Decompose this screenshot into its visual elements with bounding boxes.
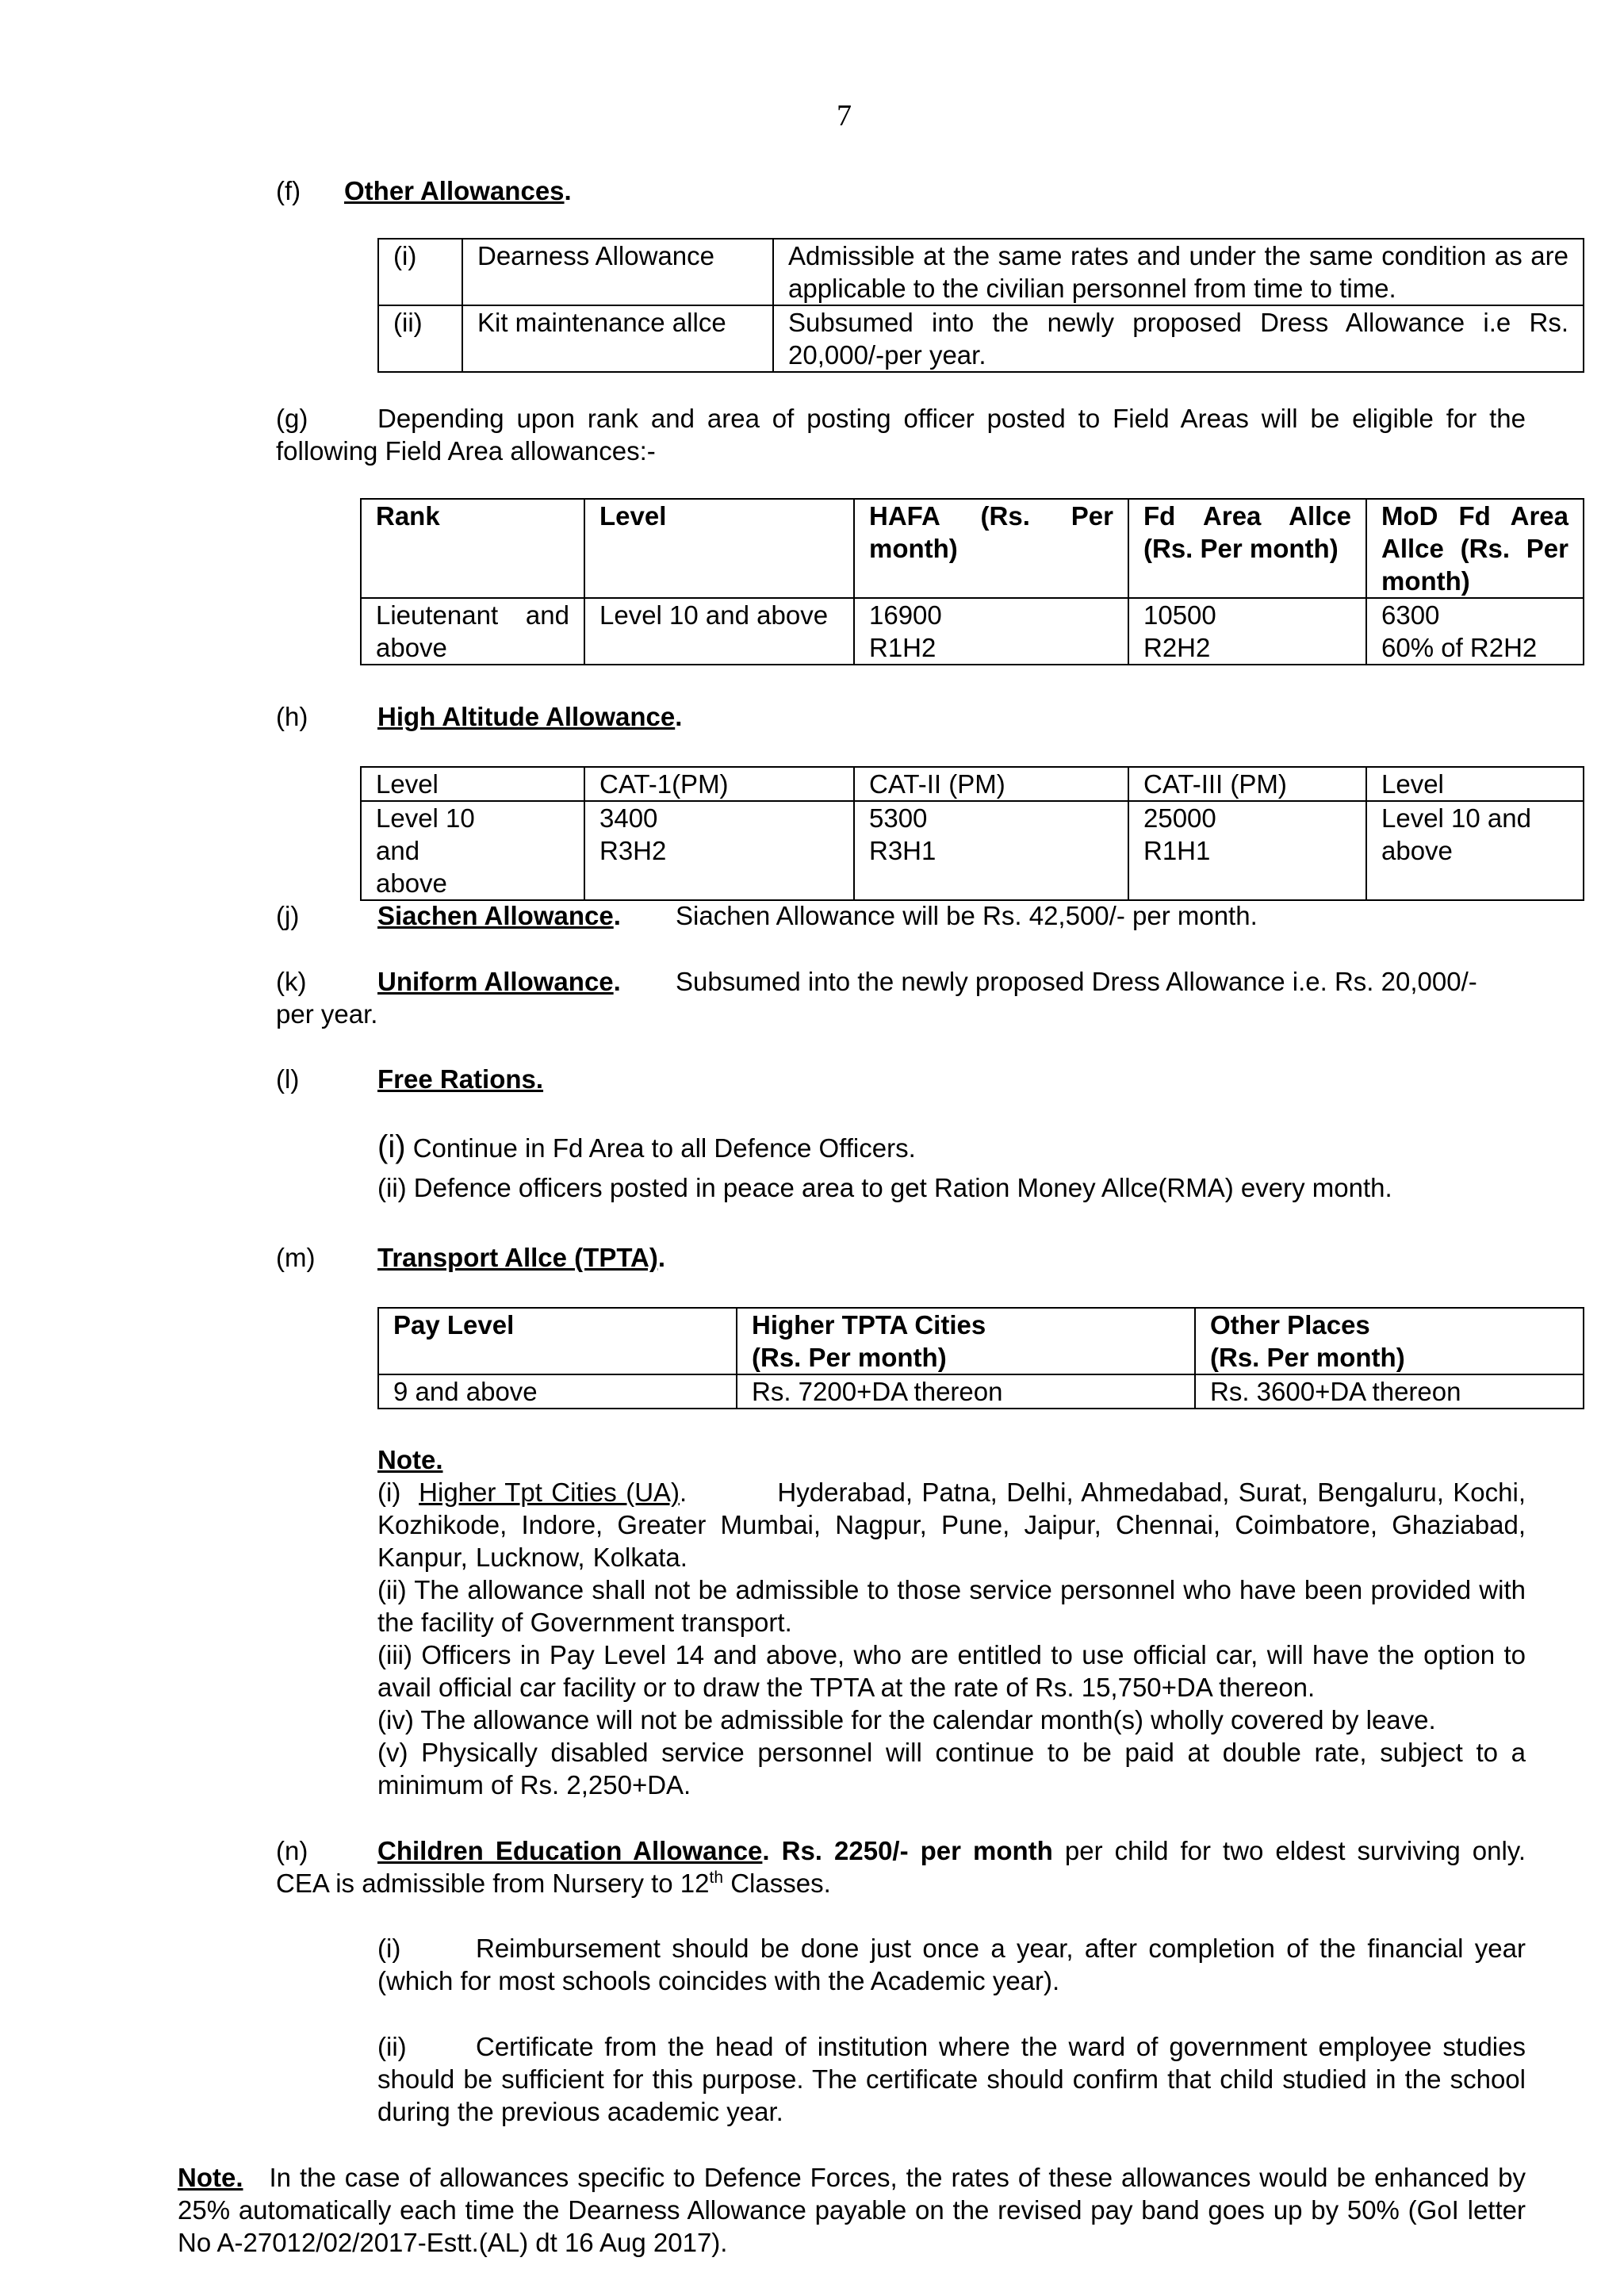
final-note-title: Note. bbox=[178, 2163, 243, 2192]
section-f-heading: Other Allowances. bbox=[344, 176, 572, 205]
section-n-title: Children Education Allowance bbox=[377, 1836, 763, 1865]
section-k-label: (k) bbox=[276, 967, 307, 996]
item-text: Certificate from the head of institution where the ward of government employee studies should be sufficient for this purpose. The certificate should confirm that child studied in the school during the previous academic year. bbox=[377, 2032, 1526, 2126]
section-j-heading: Siachen Allowance. bbox=[377, 901, 621, 930]
item-number: (ii) bbox=[377, 2032, 407, 2061]
value: 6300 bbox=[1381, 600, 1440, 630]
table-row bbox=[378, 1374, 1584, 1409]
section-l-label: (l) bbox=[276, 1064, 300, 1094]
section-g-text: Depending upon rank and area of posting officer posted to Field Areas will be eligible for the following Field Area allowances:- bbox=[276, 404, 1526, 466]
transport-note-5: (v) Physically disabled service personnel will continue to be paid at double rate, subject to a minimum of Rs. 2,250+DA. bbox=[377, 1738, 1526, 1800]
value: 3400 bbox=[599, 803, 658, 833]
section-j-label: (j) bbox=[276, 901, 300, 930]
value: R3H2 bbox=[599, 836, 667, 865]
allowance-name: Kit maintenance allce bbox=[462, 305, 773, 372]
transport-note-3: (iii) Officers in Pay Level 14 and above, who are entitled to use official car, will have the option to avail official car facility or to draw the TPTA at the rate of Rs. 15,750+DA thereon. bbox=[377, 1640, 1526, 1702]
header-higher-tpta bbox=[737, 1308, 1195, 1374]
allowance-description: Subsumed into the newly proposed Dress Allowance i.e Rs. 20,000/-per year. bbox=[773, 305, 1584, 372]
header-level: Level bbox=[584, 499, 854, 598]
superscript: th bbox=[709, 1869, 724, 1887]
note-text: Hyderabad, Patna, Delhi, Ahmedabad, Surat, Bengaluru, Kochi, Kozhikode, Indore, Greater Mumbai, Nagpur, Pune, Jaipur, Chennai, Coimbatore, Ghaziabad, Kanpur, Lucknow, Kolkata. bbox=[377, 1478, 1526, 1572]
cell-hafa bbox=[854, 598, 1128, 665]
note-title: Higher Tpt Cities (UA) bbox=[419, 1478, 680, 1507]
table-row bbox=[378, 305, 1584, 372]
cell-level: Level 10 and above bbox=[361, 801, 584, 900]
section-n-item2 bbox=[377, 2030, 1526, 2128]
section-n-paragraph: (n) Children Education Allowance. Rs. 2250/- per month per child for two eldest surviving only. CEA is admissible from Nursery to 12th Classes. bbox=[276, 1836, 1526, 1898]
section-k-title: Uniform Allowance bbox=[377, 967, 614, 996]
value: 5300 bbox=[869, 803, 928, 833]
section-n-text-end: Classes. bbox=[730, 1869, 831, 1898]
header-mod-fd-area: MoD Fd Area Allce (Rs. Per month) bbox=[1366, 499, 1584, 598]
section-l-item1 bbox=[377, 1131, 916, 1164]
section-n-item1 bbox=[377, 1932, 1526, 1997]
high-altitude-table bbox=[360, 766, 1584, 901]
header-line: (Rs. Per month) bbox=[752, 1343, 947, 1372]
allowance-name: Dearness Allowance bbox=[462, 239, 773, 305]
section-k-text: Subsumed into the newly proposed Dress Allowance i.e. Rs. 20,000/- bbox=[676, 967, 1477, 996]
value: R1H1 bbox=[1143, 836, 1211, 865]
cell-cat3 bbox=[1128, 801, 1366, 900]
section-h-heading: High Altitude Allowance. bbox=[377, 702, 683, 731]
section-g-label: (g) bbox=[276, 404, 308, 433]
other-allowances-table bbox=[377, 238, 1584, 373]
transport-note-title: Note. bbox=[377, 1445, 443, 1474]
section-f-title: Other Allowances bbox=[344, 176, 565, 205]
section-m-label: (m) bbox=[276, 1243, 316, 1272]
cell-cat2 bbox=[854, 801, 1128, 900]
cell-pay-level: 9 and above bbox=[378, 1374, 737, 1409]
cell-other: Rs. 3600+DA thereon bbox=[1195, 1374, 1584, 1409]
transport-note-1: (i) Higher Tpt Cities (UA). Hyderabad, Patna, Delhi, Ahmedabad, Surat, Bengaluru, Kochi, Kozhikode, Indore, Greater Mumbai, Nagpur, Pune, Jaipur, Chennai, Coimbatore, Ghaziabad, Kanpur, Lucknow, Kolkata. bbox=[377, 1478, 1526, 1572]
item-number: (i) bbox=[377, 1934, 401, 1963]
cell-rank: Lieutenant and above bbox=[361, 598, 584, 665]
page-number: 7 bbox=[837, 99, 852, 132]
header-line: (Rs. Per month) bbox=[1210, 1343, 1405, 1372]
value: R1H2 bbox=[869, 633, 936, 662]
table-row bbox=[361, 499, 1584, 598]
section-f-label: (f) bbox=[276, 176, 301, 205]
value: 25000 bbox=[1143, 803, 1216, 833]
section-h-title: High Altitude Allowance bbox=[377, 702, 676, 731]
row-number: (i) bbox=[378, 239, 462, 305]
header-fd-area: Fd Area Allce (Rs. Per month) bbox=[1128, 499, 1366, 598]
section-n-amount: Rs. 2250/- per month bbox=[781, 1836, 1053, 1865]
transport-note-4: (iv) The allowance will not be admissible for the calendar month(s) wholly covered by leave. bbox=[377, 1705, 1436, 1734]
section-j-title: Siachen Allowance bbox=[377, 901, 614, 930]
section-l-title: Free Rations. bbox=[377, 1064, 544, 1094]
item-number: (i) bbox=[377, 1129, 406, 1164]
transport-note-2: (ii) The allowance shall not be admissible to those service personnel who have been provided with the facility of Government transport. bbox=[377, 1575, 1526, 1637]
section-m-heading: Transport Allce (TPTA). bbox=[377, 1243, 666, 1272]
header-cat2: CAT-II (PM) bbox=[854, 767, 1128, 801]
header-rank: Rank bbox=[361, 499, 584, 598]
table-row bbox=[378, 239, 1584, 305]
table-row bbox=[361, 801, 1584, 900]
header-hafa: HAFA (Rs. Per month) bbox=[854, 499, 1128, 598]
header-line: Higher TPTA Cities bbox=[752, 1310, 986, 1340]
cell-fd-area bbox=[1128, 598, 1366, 665]
section-k-heading: Uniform Allowance. bbox=[377, 967, 621, 996]
item-text: Continue in Fd Area to all Defence Officers. bbox=[412, 1133, 916, 1163]
header-level: Level bbox=[1366, 767, 1584, 801]
cell-level: Level 10 and above bbox=[1366, 801, 1584, 900]
header-pay-level: Pay Level bbox=[378, 1308, 737, 1374]
transport-table bbox=[377, 1307, 1584, 1409]
header-other-places bbox=[1195, 1308, 1584, 1374]
field-area-table bbox=[360, 498, 1584, 665]
cell-higher: Rs. 7200+DA thereon bbox=[737, 1374, 1195, 1409]
cell-level: Level 10 and above bbox=[584, 598, 854, 665]
header-level: Level bbox=[361, 767, 584, 801]
section-j-text: Siachen Allowance will be Rs. 42,500/- per month. bbox=[676, 901, 1258, 930]
cell-cat1 bbox=[584, 801, 854, 900]
section-n-text: per child for two eldest surviving only. CEA is admissible from Nursery to 12 bbox=[276, 1836, 1526, 1898]
note-number: (i) bbox=[377, 1478, 401, 1507]
value: R3H1 bbox=[869, 836, 936, 865]
section-l-item2: (ii) Defence officers posted in peace area to get Ration Money Allce(RMA) every month. bbox=[377, 1173, 1392, 1202]
header-cat3: CAT-III (PM) bbox=[1128, 767, 1366, 801]
table-row bbox=[361, 598, 1584, 665]
section-m-title: Transport Allce (TPTA) bbox=[377, 1243, 658, 1272]
final-note bbox=[178, 2161, 1526, 2259]
cell-mod bbox=[1366, 598, 1584, 665]
final-note-text: In the case of allowances specific to Defence Forces, the rates of these allowances would be enhanced by 25% automatically each time the Dearness Allowance payable on the revised pay band goes up by 50% (GoI letter No A-27012/02/2017-Estt.(AL) dt 16 Aug 2017). bbox=[178, 2163, 1526, 2257]
table-row bbox=[361, 767, 1584, 801]
row-number: (ii) bbox=[378, 305, 462, 372]
value: R2H2 bbox=[1143, 633, 1211, 662]
item-text: Reimbursement should be done just once a year, after completion of the financial year (which for most schools coincides with the Academic year). bbox=[377, 1934, 1526, 1995]
header-cat1: CAT-1(PM) bbox=[584, 767, 854, 801]
section-k-text-cont: per year. bbox=[276, 999, 378, 1029]
value: 60% of R2H2 bbox=[1381, 633, 1538, 662]
allowance-description: Admissible at the same rates and under the same condition as are applicable to the civilian personnel from time to time. bbox=[773, 239, 1584, 305]
header-line: Other Places bbox=[1210, 1310, 1370, 1340]
value: 10500 bbox=[1143, 600, 1216, 630]
section-g-paragraph bbox=[276, 402, 1526, 467]
value: 16900 bbox=[869, 600, 942, 630]
table-row bbox=[378, 1308, 1584, 1374]
section-n-label: (n) bbox=[276, 1836, 308, 1865]
section-h-label: (h) bbox=[276, 702, 308, 731]
